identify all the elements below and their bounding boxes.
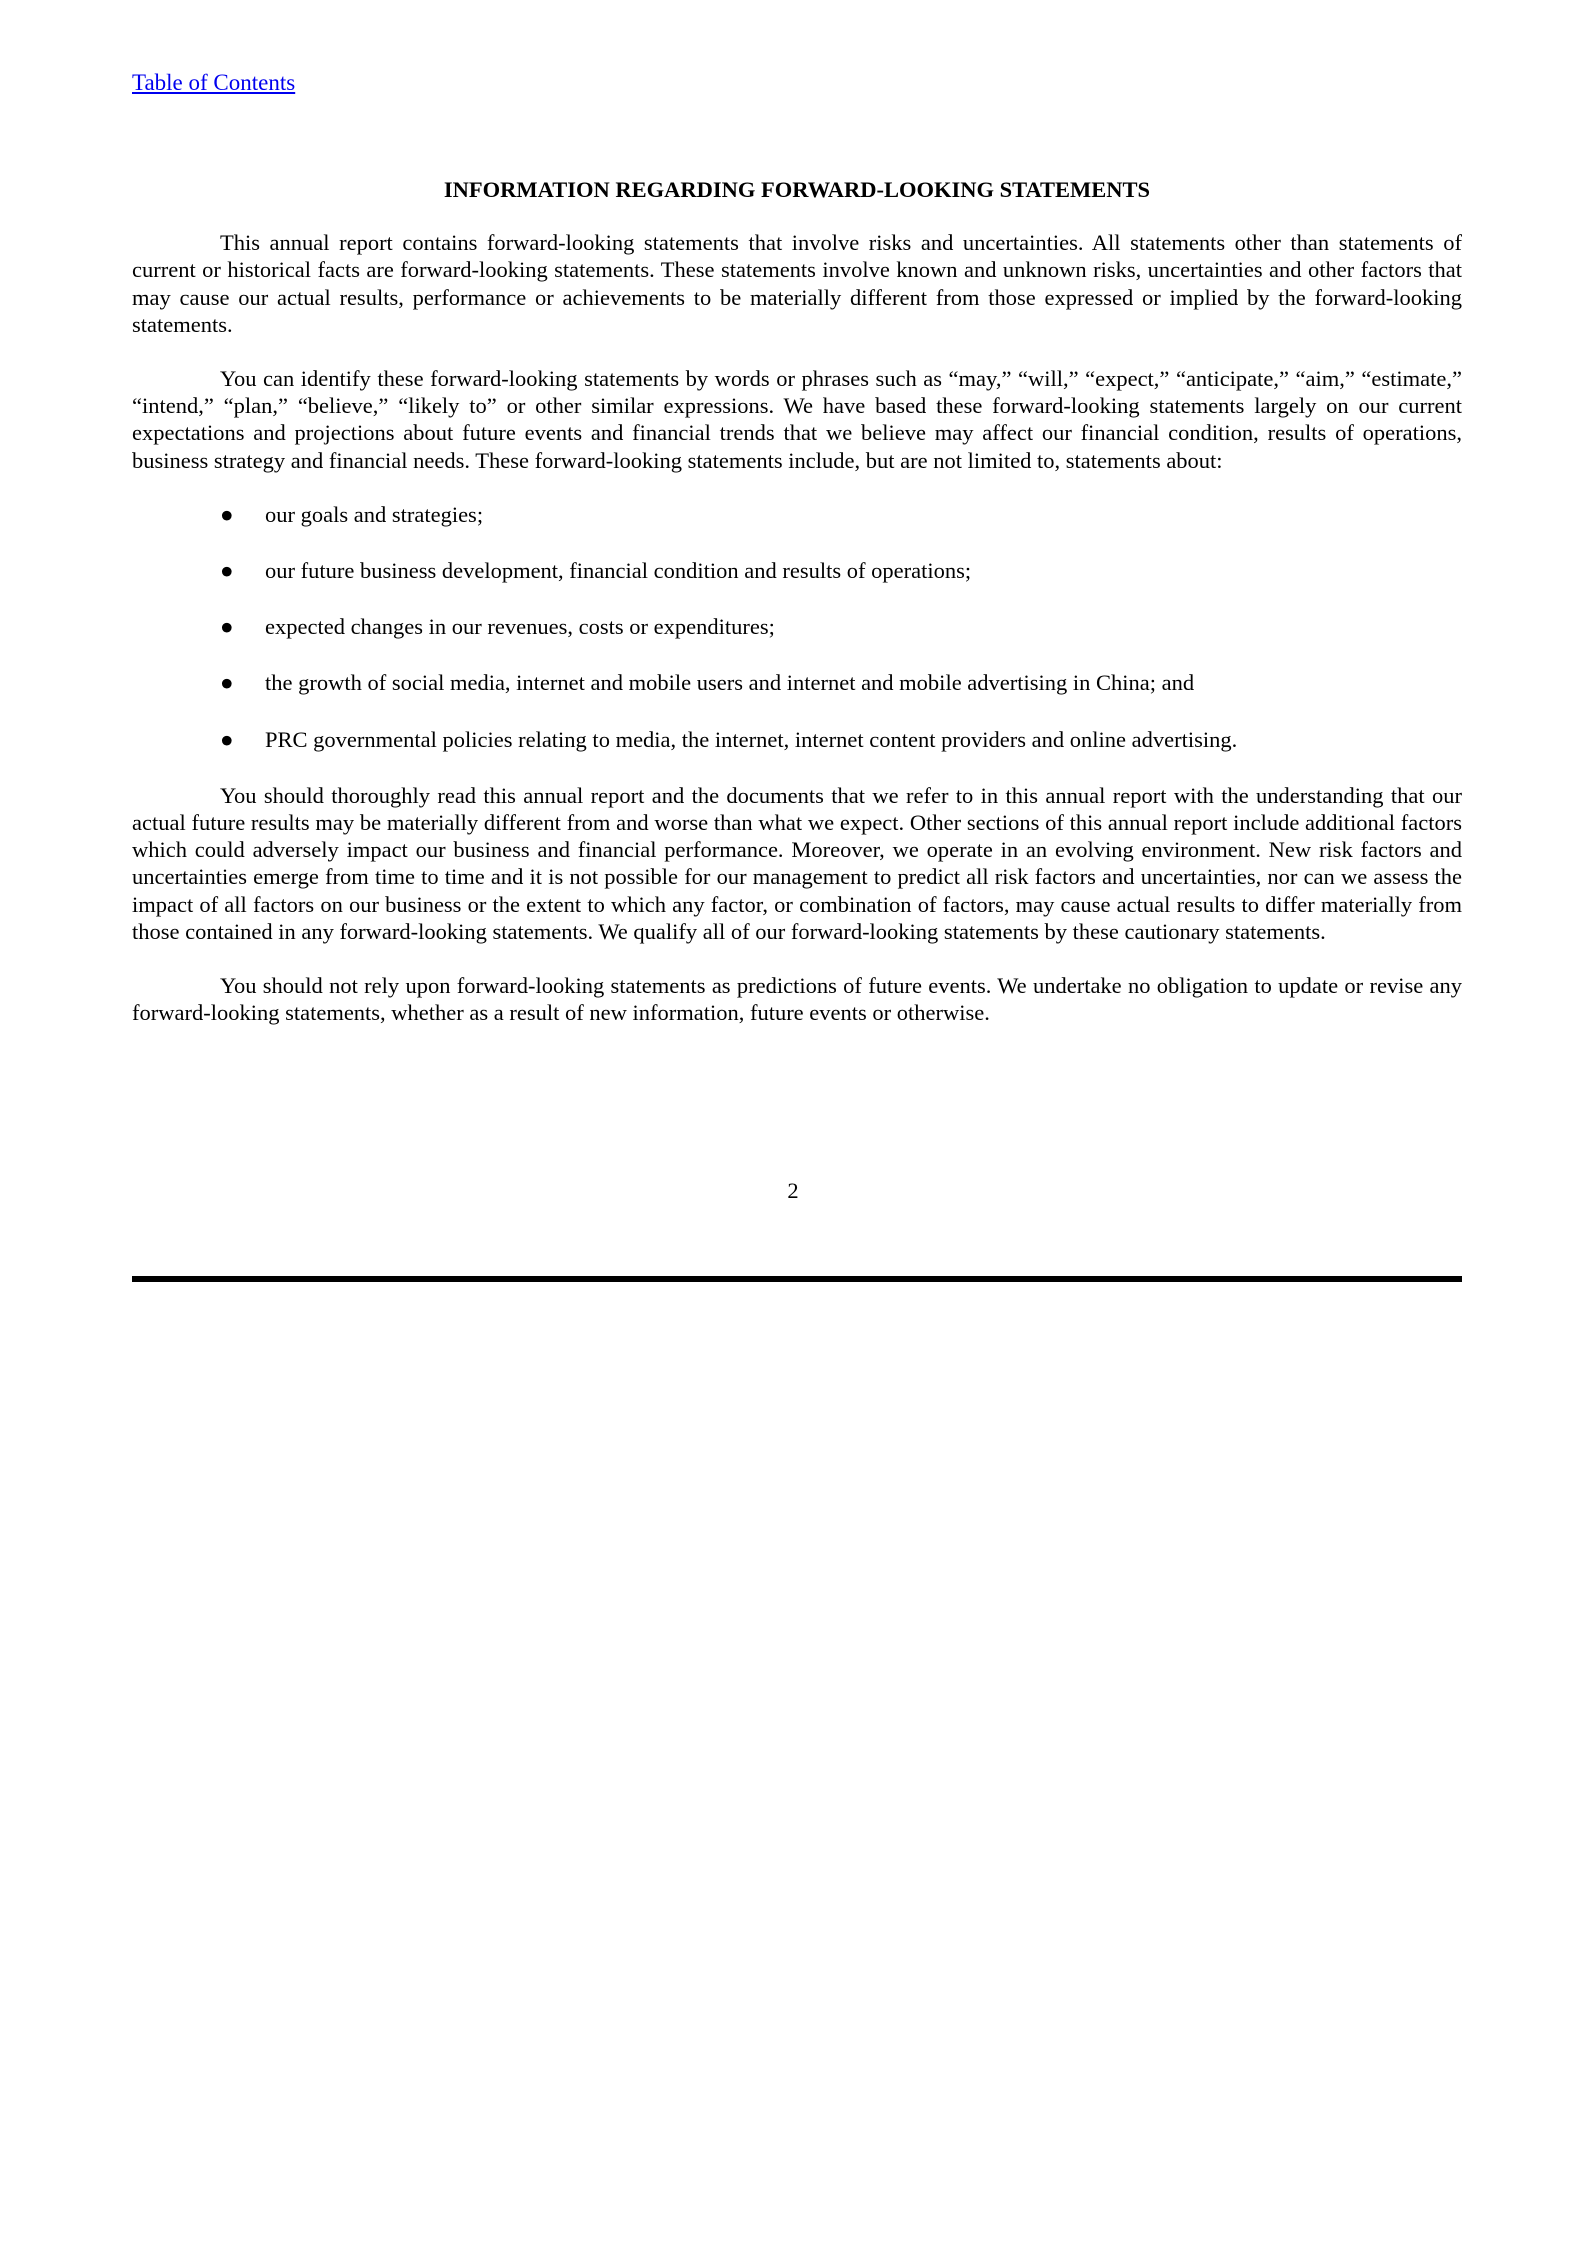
section-title: INFORMATION REGARDING FORWARD-LOOKING STATEMENTS [443, 177, 1151, 202]
list-item-text: expected changes in our revenues, costs or expenditures; [265, 614, 775, 640]
list-item-text: PRC governmental policies relating to media, the internet, internet content providers and online advertising. [265, 726, 1238, 752]
bullet-icon: ● [220, 501, 234, 527]
bullet-icon: ● [220, 558, 234, 584]
list-item [132, 726, 1462, 753]
list-item-text: our future business development, financial condition and results of operations; [265, 558, 972, 584]
page-number: 2 [787, 1178, 799, 1203]
page-break-rule [132, 1276, 1462, 1282]
table-of-contents-link[interactable]: Table of Contents [132, 70, 296, 95]
paragraph-do-not-rely: You should not rely upon forward-looking statements as predictions of future events. We undertake no obligation to update or revise any forward-looking statements, whether as a result of new information, future events or otherwise. [132, 973, 1462, 1026]
paragraph-intro: This annual report contains forward-looking statements that involve risks and uncertainties. All statements other than statements of current or historical facts are forward-looking statements. These statements involve known and unknown risks, uncertainties and other factors that may cause our actual results, performance or achievements to be materially different from those expressed or implied by the forward-looking statements. [132, 230, 1462, 337]
bullet-icon: ● [220, 670, 234, 696]
paragraph-read-thoroughly: You should thoroughly read this annual report and the documents that we refer to in this annual report with the understanding that our actual future results may be materially different from and worse than what we expect. Other sections of this annual report include additional factors which could adversely impact our business and financial performance. Moreover, we operate in an evolving environment. New risk factors and uncertainties emerge from time to time and it is not possible for our management to predict all risk factors and uncertainties, nor can we assess the impact of all factors on our business or the extent to which any factor, or combination of factors, may cause actual results to differ materially from those contained in any forward-looking statements. We qualify all of our forward-looking statements by these cautionary statements. [132, 782, 1462, 944]
paragraph-identify: You can identify these forward-looking statements by words or phrases such as “may,” “will,” “expect,” “anticipate,” “aim,” “estimate,” “intend,” “plan,” “believe,” “likely to” or other similar expressions. We have based these forward-looking statements largely on our current expectations and projections about future events and financial trends that we believe may affect our financial condition, results of operations, business strategy and financial needs. These forward-looking statements include, but are not limited to, statements about: [132, 366, 1462, 473]
list-item-text: the growth of social media, internet and mobile users and internet and mobile advertising in China; and [265, 670, 1195, 696]
list-item [132, 557, 1462, 584]
bullet-icon: ● [220, 726, 234, 752]
list-item-text: our goals and strategies; [265, 501, 484, 527]
document-body [132, 176, 1462, 1053]
bullet-icon: ● [220, 614, 234, 640]
statements-list [132, 501, 1462, 753]
list-item [132, 613, 1462, 640]
list-item [132, 501, 1462, 528]
list-item [132, 669, 1462, 696]
